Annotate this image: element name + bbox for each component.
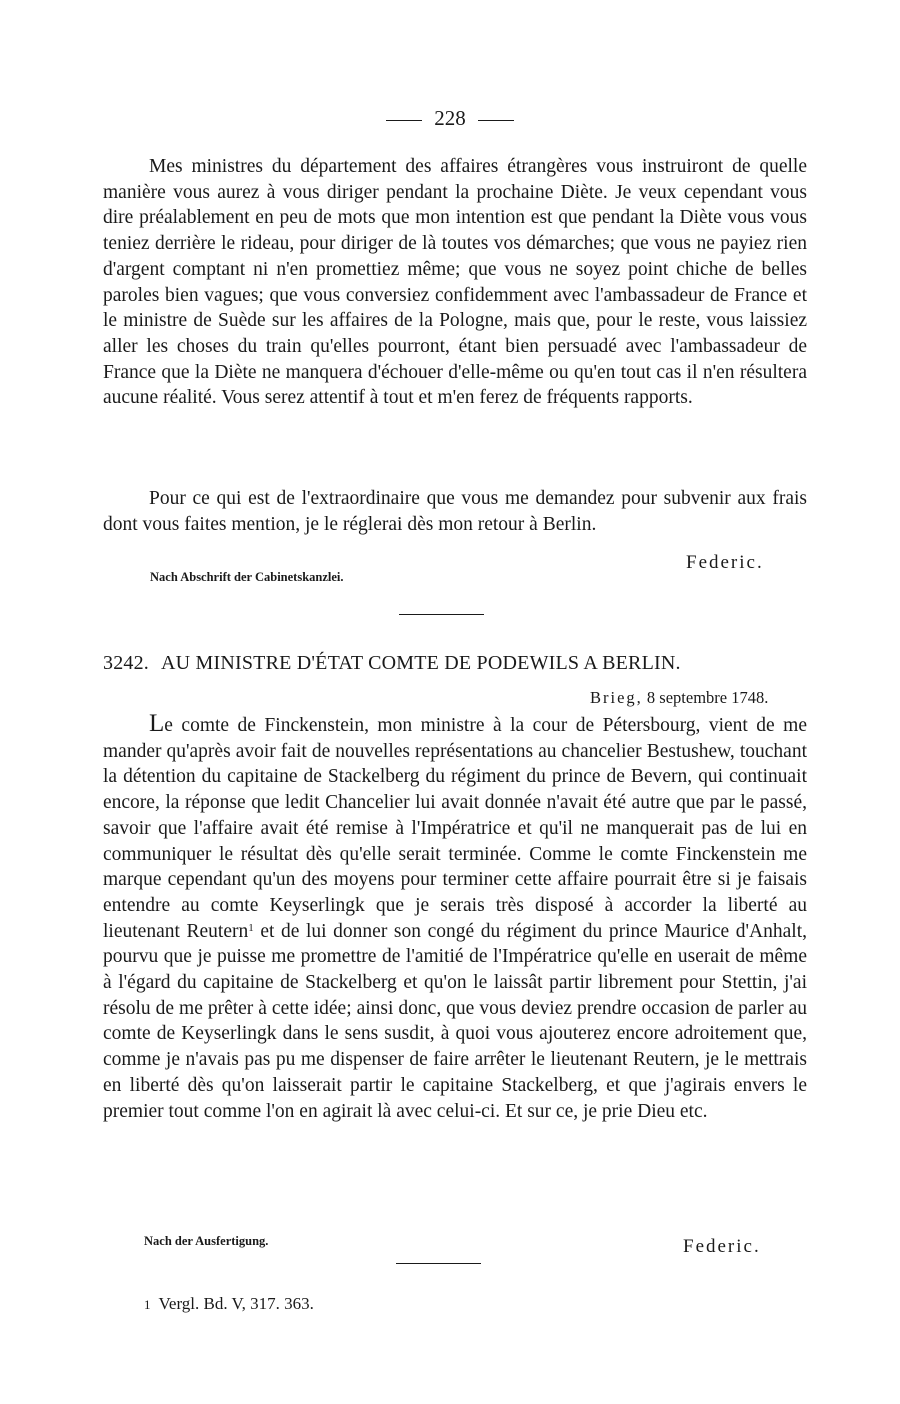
letter2-body-part-1: e comte de Finckenstein, mon ministre à la cour de Pétersbourg, vient de me mander qu'après avoir fait de nouvelles représentations au chancelier Bestushew, touchant la détention du capitaine de Stackelberg du régiment du prince de Bevern, qui continuait encore, la réponse que ledit Chancelier lui avait donnée n'avait été autre que par le passé, savoir que l'affaire avait été remise à l'Impératrice et qu'il ne manquerait pas de lui en communiquer le résultat dès qu'elle serait terminée. Comme le comte Finckenstein me marque cependant qu'un des moyens pour terminer cette affaire pourrait être si je faisais entendre au comte Keyserlingk que je serais très disposé à accorder la liberté au lieutenant Reutern [103, 715, 807, 942]
letter2-body-part-2: et de lui donner son congé du régiment du prince Maurice d'Anhalt, pourvu que je puisse me promettre de l'amitié de l'Impératrice qu'elle en userait de même à l'égard du capitaine de Stackelberg et qu'on le laissât partir librement pour Stettin, j'ai résolu de me prêter à cette idée; ainsi donc, que vous deviez prendre occasion de parler au comte de Keyserlingk dans le sens susdit, à quoi vous ajouterez encore adroitement que, comme je n'avais pas pu me dispenser de faire arrêter le lieutenant Reutern, je le mettrais en liberté dès qu'on laisserait partir le capitaine Stackelberg, et que j'agirais envers le premier tout comme l'on en agirait là avec celui-ci. Et sur ce, je prie Dieu etc. [103, 920, 807, 1122]
footnote-reference: 1 [248, 921, 254, 934]
letter1-paragraph-1: Mes ministres du département des affaires étrangères vous instruiront de quelle manière vous aurez à vous diriger pendant la prochaine Diète. Je veux cependant vous dire préalablement en peu de mots que mon intention est que pendant la Diète vous vous teniez derrière le rideau, pour diriger de là toutes vos démarches; que vous ne payiez rien d'argent comptant ni n'en promettiez même; que vous ne soyez point chiche de belles paroles bien vagues; que vous conversiez confidemment avec l'ambassadeur de France et le ministre de Suède sur les affaires de la Pologne, mais que, pour le reste, vous laissiez aller les choses du train qu'elles pourront, étant bien persuadé avec l'ambassadeur de France que la Diète ne manquera d'échouer d'elle-même ou qu'en tout cas il n'en résultera aucune réalité. Vous serez attentif à tout et m'en ferez de fréquents rapports. [103, 156, 807, 409]
footnote [144, 1294, 314, 1314]
letter1-source-note: Nach Abschrift der Cabinetskanzlei. [150, 570, 344, 584]
footnote-text: Vergl. Bd. V, 317. 363. [158, 1294, 314, 1313]
letter2-signature: Federic. [683, 1236, 761, 1257]
letter2-place: Brieg, [590, 688, 643, 707]
letter1-signature: Federic. [686, 552, 764, 573]
letter2-number: 3242. [103, 652, 149, 674]
letter2-body [103, 711, 807, 1124]
letter2-date: 8 septembre 1748. [646, 688, 769, 707]
page-number [0, 106, 900, 131]
page-number-value: 228 [434, 106, 466, 130]
page-number-left-dash [386, 120, 422, 121]
letter2-dateline [590, 688, 768, 708]
footnote-mark: 1 [144, 1297, 151, 1312]
letter2-title: AU MINISTRE D'ÉTAT COMTE DE PODEWILS A BERLIN. [161, 652, 681, 674]
letter2-drop-cap: L [149, 710, 165, 737]
letter1-paragraph-2: Pour ce qui est de l'extraordinaire que vous me demandez pour subvenir aux frais dont vous faites mention, je le réglerai dès mon retour à Berlin. [103, 488, 807, 535]
page-number-right-dash [478, 120, 514, 121]
footnote-separator [396, 1263, 481, 1264]
letter2-source-note: Nach der Ausfertigung. [144, 1234, 269, 1248]
section-separator [399, 614, 484, 615]
letter2-heading [103, 652, 807, 675]
